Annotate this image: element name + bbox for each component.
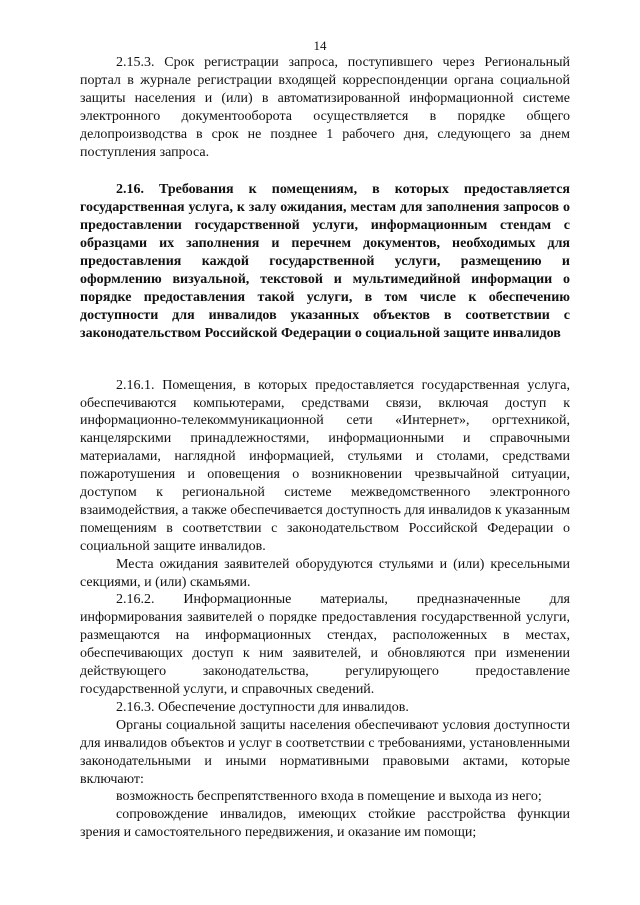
- paragraph-2-16-3: 2.16.3. Обеспечение доступности для инвалидов.: [116, 699, 409, 715]
- paragraph-waiting-places: Места ожидания заявителей оборудуются стульями и (или) кресельными секциями, и (или) скамьями.: [80, 556, 570, 590]
- document-body: [80, 54, 570, 842]
- page-number: 14: [313, 38, 327, 53]
- paragraph-accessibility-conditions: Органы социальной защиты населения обеспечивают условия доступности для инвалидов объектов и услуг в соответствии с требованиями, установленными законодательными и иными нормативными правовыми актами, которые включают:: [80, 717, 570, 787]
- list-item-escort: сопровождение инвалидов, имеющих стойкие расстройства функции зрения и самостоятельного передвижения, и оказание им помощи;: [80, 807, 570, 841]
- list-item-free-entry: возможность беспрепятственного входа в помещение и выхода из него;: [116, 789, 542, 805]
- paragraph-2-16-2: 2.16.2. Информационные материалы, предназначенные для информирования заявителей о порядке предоставления государственной услуги, размещаются на информационных стендах, расположенных в местах, обеспечивающих доступ к ним заявителей, и обновляются при изменении действующего законодательства, регулирующего предоставление государственной услуги, и справочных сведений.: [80, 592, 570, 697]
- paragraph-2-15-3: 2.15.3. Срок регистрации запроса, поступившего через Региональный портал в журнале регистрации входящей корреспонденции органа социальной защиты населения и (или) в автоматизированной информационной системе электронного документооборота осуществляется в порядке общего делопроизводства в срок не позднее 1 рабочего дня, следующего за днем поступления запроса.: [80, 55, 570, 160]
- paragraph-2-16-1: 2.16.1. Помещения, в которых предоставляется государственная услуга, обеспечиваются компьютерами, средствами связи, включая доступ к информационно-телекоммуникационной сети «Интернет», оргтехникой, канцелярскими принадлежностями, информационными и справочными материалами, наглядной информацией, стульями и столами, средствами пожаротушения и оповещения о возникновении чрезвычайной ситуации, доступом к региональной системе межведомственного электронного взаимодействия, а также обеспечивается доступность для инвалидов к указанным помещениям в соответствии с законодательством Российской Федерации о социальной защите инвалидов.: [80, 377, 570, 554]
- section-heading-2-16: 2.16. Требования к помещениям, в которых предоставляется государственная услуга, к залу ожидания, местам для заполнения запросов о предоставлении государственной услуги, информационным стендам с образцами их заполнения и перечнем документов, необходимых для предоставления каждой государственной услуги, размещению и оформлению визуальной, текстовой и мультимедийной информации о порядке предоставления такой услуги, в том числе к обеспечению доступности для инвалидов указанных объектов в соответствии с законодательством Российской Федерации о социальной защите инвалидов: [80, 182, 570, 341]
